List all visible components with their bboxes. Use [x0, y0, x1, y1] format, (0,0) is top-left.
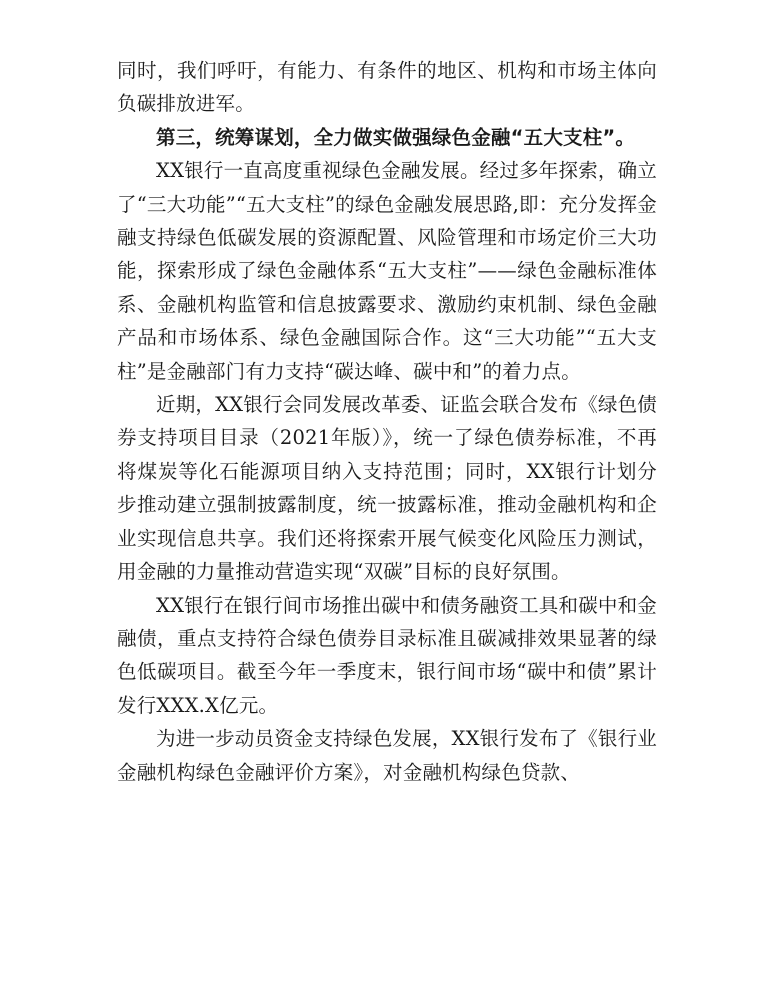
- paragraph-green-finance-overview: XX银行一直高度重视绿色金融发展。经过多年探索，确立了“三大功能”“五大支柱”的绿色金融发展思路,即：充分发挥金融支持绿色低碳发展的资源配置、风险管理和市场定价三大功能，探索形成了绿色金融体系“五大支柱”——绿色金融标准体系、金融机构监管和信息披露要求、激励约束机制、绿色金融产品和市场体系、绿色金融国际合作。这“三大功能”“五大支柱”是金融部门有力支持“碳达峰、碳中和”的着力点。: [117, 159, 657, 383]
- section-heading: 第三，统筹谋划，全力做实做强绿色金融“五大支柱”。: [156, 125, 636, 149]
- paragraph-green-bond-catalog: 近期，XX银行会同发展改革委、证监会联合发布《绿色债券支持项目目录（2021年版）》，统一了绿色债券标准，不再将煤炭等化石能源项目纳入支持范围；同时，XX银行计划分步推动建立强制披露制度，统一披露标准，推动金融机构和企业实现信息共享。我们还将探索开展气候变化风险压力测试，用金融的力量推动营造实现“双碳”目标的良好氛围。: [117, 393, 657, 584]
- paragraph-evaluation-plan: 为进一步动员资金支持绿色发展，XX银行发布了《银行业金融机构绿色金融评价方案》，对金融机构绿色贷款、: [117, 727, 657, 784]
- paragraph-continuation: 同时，我们呼吁，有能力、有条件的地区、机构和市场主体向负碳排放进军。: [117, 59, 657, 116]
- paragraph-carbon-neutral-bonds: XX银行在银行间市场推出碳中和债务融资工具和碳中和金融债，重点支持符合绿色债券目录标准且碳减排效果显著的绿色低碳项目。截至今年一季度末，银行间市场“碳中和债”累计发行XXX.X亿元。: [117, 593, 657, 717]
- document-body: [117, 54, 657, 789]
